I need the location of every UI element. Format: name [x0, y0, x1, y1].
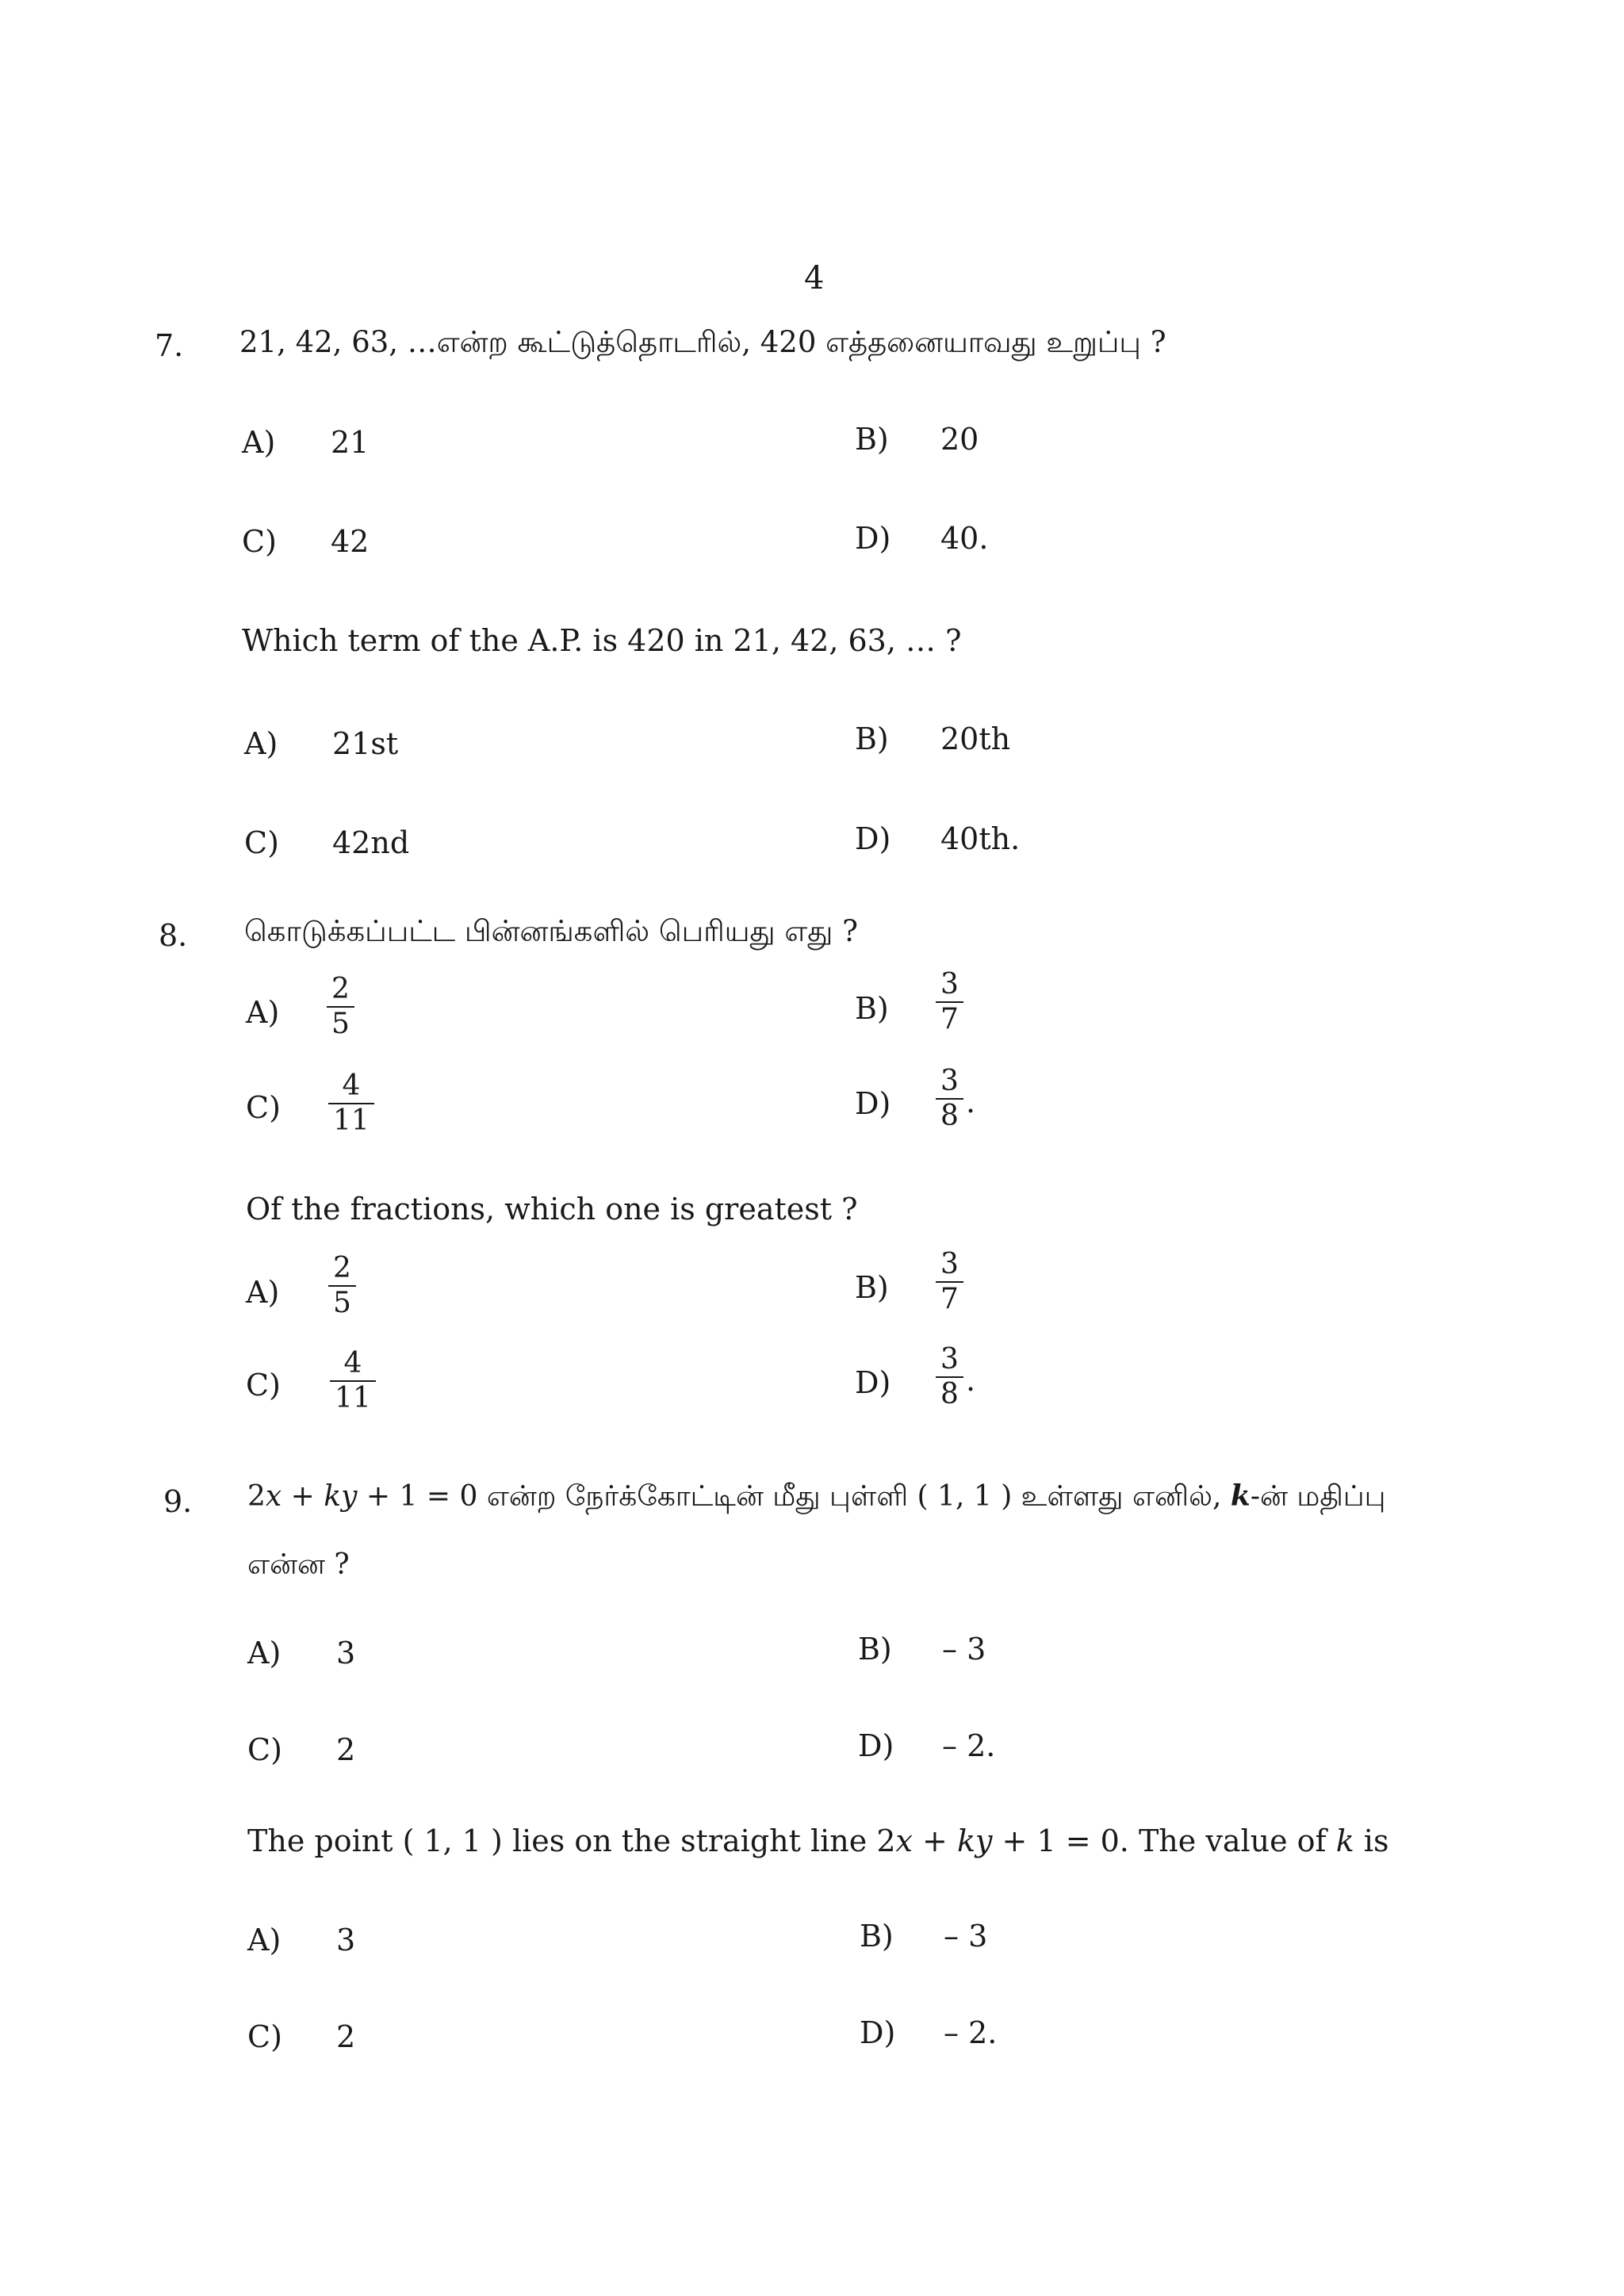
option-label-c: C) [247, 1732, 282, 1767]
period-mark: . [966, 1363, 976, 1398]
option-label-c: C) [247, 2019, 282, 2054]
option-value-d: – 2. [942, 1728, 996, 1763]
option-value-c: 2 [336, 1732, 356, 1767]
fraction-denominator: 7 [940, 1283, 959, 1316]
eq-var-k: k [324, 1480, 342, 1513]
q9-tamil-end: -ன் மதிப்பு [1250, 1480, 1386, 1513]
option-value-c: 42nd [332, 825, 410, 860]
option-label-b: B) [855, 991, 889, 1026]
option-label-d: D) [860, 2015, 896, 2050]
fraction-numerator: 3 [940, 968, 959, 1001]
option-value-a: 21 [331, 425, 370, 460]
var-k: k [1230, 1479, 1251, 1513]
fraction-denominator: 7 [940, 1003, 959, 1036]
page-number: 4 [804, 260, 825, 297]
option-value-c: 2 [336, 2019, 356, 2054]
option-value-b: 20 [940, 422, 979, 457]
option-label-d: D) [855, 1086, 891, 1121]
q9-tamil-stem [247, 1479, 1385, 1517]
fraction-denominator: 8 [940, 1100, 959, 1133]
eq-var-x: x [895, 1823, 913, 1858]
option-label-a: A) [246, 1275, 280, 1310]
eq-coef: 2 [247, 1480, 266, 1513]
var-k: k [1335, 1823, 1354, 1858]
option-label-c: C) [246, 1368, 281, 1402]
option-label-b: B) [855, 721, 889, 756]
fraction-numerator: 4 [342, 1070, 361, 1102]
fraction-a [327, 974, 354, 1041]
fraction-d [936, 1066, 963, 1133]
q9-english-is: is [1354, 1823, 1389, 1858]
q9-tamil-mid: என்ற நேர்க்கோட்டின் மீது புள்ளி ( 1, 1 ) உள்ளது எனில், [477, 1480, 1231, 1513]
option-label-d: D) [855, 521, 891, 556]
option-label-d: D) [858, 1728, 894, 1763]
option-label-b: B) [858, 1632, 892, 1667]
option-value-d: – 2. [944, 2015, 998, 2050]
option-value-d: 40. [940, 521, 989, 556]
option-value-a: 3 [336, 1923, 356, 1957]
option-label-c: C) [246, 1090, 281, 1125]
fraction-b [936, 969, 963, 1036]
fraction-numerator: 2 [333, 1252, 351, 1284]
q9-english-start: The point ( 1, 1 ) lies on the straight line 2 [247, 1823, 896, 1858]
option-label-d: D) [855, 821, 891, 856]
q9-english-stem [247, 1823, 1388, 1858]
q8-english-stem: Of the fractions, which one is greatest ? [246, 1192, 858, 1226]
fraction-numerator: 3 [940, 1343, 959, 1376]
option-label-a: A) [244, 726, 278, 761]
fraction-numerator: 2 [331, 973, 350, 1005]
eq-plus: + [282, 1480, 324, 1513]
fraction-denominator: 11 [335, 1382, 371, 1415]
option-label-d: D) [855, 1365, 891, 1400]
fraction-denominator: 11 [333, 1104, 370, 1138]
fraction-d [936, 1344, 963, 1411]
option-value-a: 3 [336, 1636, 356, 1670]
option-label-b: B) [855, 422, 889, 457]
option-label-a: A) [242, 425, 276, 460]
option-label-b: B) [855, 1270, 889, 1305]
fraction-denominator: 5 [331, 1008, 350, 1041]
option-label-a: A) [246, 995, 280, 1030]
option-label-a: A) [247, 1923, 282, 1957]
eq-var-y: y [975, 1823, 993, 1858]
fraction-b [936, 1249, 963, 1316]
question-number-9: 9. [163, 1484, 193, 1519]
fraction-denominator: 5 [333, 1287, 351, 1320]
eq-var-x: x [265, 1480, 282, 1513]
q8-tamil-stem: கொடுக்கப்பட்ட பின்னங்களில் பெரியது எது ? [244, 914, 858, 948]
eq-var-y: y [341, 1480, 358, 1513]
eq-rest: + 1 = 0 [357, 1480, 478, 1513]
option-value-a: 21st [332, 726, 399, 761]
fraction-numerator: 3 [940, 1248, 959, 1280]
option-label-c: C) [244, 825, 279, 860]
fraction-a [328, 1253, 356, 1320]
option-value-b: 20th [940, 721, 1011, 756]
fraction-denominator: 8 [940, 1378, 959, 1411]
option-label-b: B) [860, 1919, 894, 1954]
option-value-b: – 3 [942, 1632, 986, 1667]
eq-var-k: k [956, 1823, 975, 1858]
q7-tamil-stem: 21, 42, 63, …என்ற கூட்டுத்தொடரில், 420 எத்தனையாவது உறுப்பு ? [239, 325, 1166, 359]
eq-plus: + [912, 1823, 957, 1858]
q7-english-stem: Which term of the A.P. is 420 in 21, 42, 63, … ? [242, 623, 962, 658]
option-value-c: 42 [331, 524, 370, 559]
period-mark: . [966, 1085, 976, 1119]
question-number-7: 7. [155, 328, 184, 363]
option-value-b: – 3 [944, 1919, 988, 1954]
fraction-c [328, 1070, 374, 1138]
option-label-c: C) [242, 524, 277, 559]
option-label-a: A) [247, 1636, 282, 1670]
option-value-d: 40th. [940, 821, 1021, 856]
fraction-c [330, 1348, 376, 1415]
q9-tamil-stem-line2: என்ன ? [247, 1548, 350, 1581]
fraction-numerator: 4 [343, 1347, 362, 1380]
question-number-8: 8. [159, 918, 188, 953]
q9-english-eq-end: + 1 = 0. The value of [992, 1823, 1336, 1858]
fraction-numerator: 3 [940, 1065, 959, 1097]
